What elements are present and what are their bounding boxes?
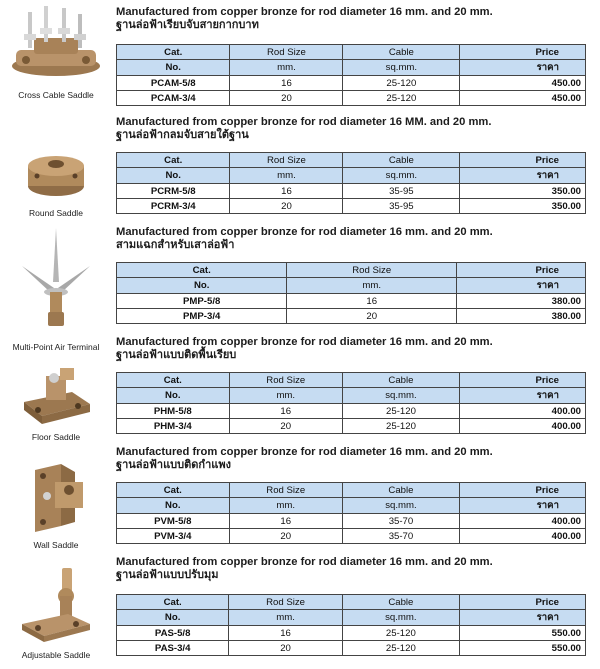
table-subheader-row — [117, 278, 586, 294]
header-cable-unit: sq.mm. — [343, 60, 460, 76]
cat-no: PCAM-3/4 — [117, 91, 230, 106]
price: 450.00 — [460, 76, 586, 91]
wall-saddle-image — [0, 460, 112, 536]
heading-thai: ฐานล่อฟ้าแบบปรับมุม — [116, 569, 219, 581]
table-row — [117, 76, 586, 91]
wall-saddle-caption: Wall Saddle — [33, 540, 79, 550]
cat-no: PMP-5/8 — [117, 294, 287, 309]
cat-no: PHM-5/8 — [117, 404, 230, 419]
header-price: Price — [457, 263, 586, 278]
table-header-row — [117, 595, 586, 610]
table-row — [117, 626, 586, 641]
table-header-row — [117, 373, 586, 388]
price: 400.00 — [459, 419, 585, 434]
table-row — [117, 419, 586, 434]
cable-size: 25-120 — [343, 91, 460, 106]
cat-no: PHM-3/4 — [117, 419, 230, 434]
header-rod-unit: mm. — [229, 498, 342, 514]
table-subheader-row — [117, 60, 586, 76]
header-cable-unit: sq.mm. — [343, 168, 460, 184]
cat-no: PVM-3/4 — [117, 529, 230, 544]
cable-size: 25-120 — [342, 641, 459, 656]
heading-english: Manufactured from copper bronze for rod diameter 16 mm. and 20 mm. — [116, 6, 493, 18]
header-price-thai: ราคา — [460, 60, 586, 76]
price: 350.00 — [460, 184, 586, 199]
rod-size: 16 — [229, 404, 342, 419]
price: 380.00 — [457, 309, 586, 324]
header-price: Price — [460, 45, 586, 60]
cat-no: PCAM-5/8 — [117, 76, 230, 91]
header-cat-sub: No. — [117, 388, 230, 404]
header-price-thai: ราคา — [459, 388, 585, 404]
header-rod-size: Rod Size — [229, 595, 342, 610]
header-cat: Cat. — [117, 373, 230, 388]
header-cable: Cable — [343, 153, 460, 168]
table-subheader-row — [117, 498, 586, 514]
rod-size: 20 — [287, 309, 457, 324]
table-row — [117, 184, 586, 199]
heading-thai: ฐานล่อฟ้าแบบติดกำแพง — [116, 459, 231, 471]
table-header-row — [117, 153, 586, 168]
table-row — [117, 91, 586, 106]
cable-size: 25-120 — [342, 626, 459, 641]
cat-no: PCRM-5/8 — [117, 184, 230, 199]
header-cat: Cat. — [117, 263, 287, 278]
cable-size: 35-70 — [342, 514, 459, 529]
cat-no: PAS-5/8 — [117, 626, 229, 641]
header-rod-size: Rod Size — [229, 483, 342, 498]
table-row — [117, 199, 586, 214]
cable-size: 35-95 — [343, 199, 460, 214]
spec-table-round-saddle — [116, 152, 586, 214]
table-header-row — [117, 483, 586, 498]
header-price-thai: ราคา — [457, 278, 586, 294]
header-cable: Cable — [342, 373, 459, 388]
heading-thai: ฐานล่อฟ้าเรียบจับสายกากบาท — [116, 19, 259, 31]
header-cable-unit: sq.mm. — [342, 388, 459, 404]
adjustable-saddle-caption: Adjustable Saddle — [21, 650, 91, 660]
table-header-row — [117, 45, 586, 60]
header-cat: Cat. — [117, 595, 229, 610]
heading-english: Manufactured from copper bronze for rod diameter 16 mm. and 20 mm. — [116, 446, 493, 458]
header-price: Price — [459, 595, 585, 610]
heading-english: Manufactured from copper bronze for rod diameter 16 mm. and 20 mm. — [116, 556, 493, 568]
header-rod-unit: mm. — [287, 278, 457, 294]
header-price: Price — [460, 483, 586, 498]
floor-saddle-image — [0, 362, 112, 428]
rod-size: 20 — [229, 529, 342, 544]
floor-saddle-caption: Floor Saddle — [31, 432, 81, 442]
spec-table-multi-point-air-terminal — [116, 262, 586, 324]
adjustable-saddle-image — [0, 566, 112, 646]
price: 550.00 — [459, 626, 585, 641]
header-price: Price — [460, 153, 586, 168]
section-heading — [116, 116, 491, 142]
section-heading — [116, 6, 493, 32]
header-cat: Cat. — [117, 153, 230, 168]
header-rod-size: Rod Size — [229, 373, 342, 388]
header-rod-size: Rod Size — [230, 45, 343, 60]
heading-english: Manufactured from copper bronze for rod diameter 16 MM. and 20 mm. — [116, 116, 492, 128]
header-cable: Cable — [342, 483, 459, 498]
rod-size: 16 — [229, 626, 342, 641]
header-cat-sub: No. — [117, 610, 229, 626]
multi-point-air-terminal-caption: Multi-Point Air Terminal — [12, 342, 100, 352]
header-cable: Cable — [342, 595, 459, 610]
price: 380.00 — [457, 294, 586, 309]
header-rod-size: Rod Size — [287, 263, 457, 278]
header-cable-unit: sq.mm. — [342, 498, 459, 514]
header-cat-sub: No. — [117, 60, 230, 76]
table-row — [117, 294, 586, 309]
cat-no: PAS-3/4 — [117, 641, 229, 656]
table-row — [117, 514, 586, 529]
section-heading — [116, 556, 493, 582]
cat-no: PVM-5/8 — [117, 514, 230, 529]
rod-size: 20 — [230, 199, 343, 214]
table-subheader-row — [117, 168, 586, 184]
header-cat: Cat. — [117, 45, 230, 60]
round-saddle-image — [0, 142, 112, 202]
rod-size: 16 — [230, 76, 343, 91]
header-price: Price — [459, 373, 585, 388]
cable-size: 25-120 — [342, 419, 459, 434]
cable-size: 25-120 — [343, 76, 460, 91]
rod-size: 16 — [229, 514, 342, 529]
header-cat-sub: No. — [117, 278, 287, 294]
table-row — [117, 404, 586, 419]
spec-table-adjustable-saddle — [116, 594, 586, 656]
rod-size: 16 — [287, 294, 457, 309]
rod-size: 16 — [230, 184, 343, 199]
spec-table-wall-saddle — [116, 482, 586, 544]
cross-cable-saddle-caption: Cross Cable Saddle — [18, 90, 94, 100]
price: 550.00 — [459, 641, 585, 656]
header-price-thai: ราคา — [459, 610, 585, 626]
table-row — [117, 641, 586, 656]
header-rod-unit: mm. — [230, 60, 343, 76]
heading-thai: ฐานล่อฟ้ากลมจับสายใต้ฐาน — [116, 129, 249, 141]
cat-no: PCRM-3/4 — [117, 199, 230, 214]
price: 450.00 — [460, 91, 586, 106]
heading-english: Manufactured from copper bronze for rod diameter 16 mm. and 20 mm. — [116, 226, 493, 238]
cable-size: 25-120 — [342, 404, 459, 419]
price: 400.00 — [459, 404, 585, 419]
header-cat-sub: No. — [117, 498, 230, 514]
round-saddle-caption: Round Saddle — [29, 208, 83, 218]
multi-point-air-terminal-image — [0, 226, 112, 336]
price: 400.00 — [460, 529, 586, 544]
spec-table-cross-cable-saddle — [116, 44, 586, 106]
table-row — [117, 529, 586, 544]
header-rod-unit: mm. — [229, 610, 342, 626]
price: 400.00 — [460, 514, 586, 529]
table-subheader-row — [117, 610, 586, 626]
spec-table-floor-saddle — [116, 372, 586, 434]
header-price-thai: ราคา — [460, 168, 586, 184]
cat-no: PMP-3/4 — [117, 309, 287, 324]
heading-thai: สามแฉกสำหรับเสาล่อฟ้า — [116, 239, 235, 251]
table-subheader-row — [117, 388, 586, 404]
heading-thai: ฐานล่อฟ้าแบบติดพื้นเรียบ — [116, 349, 237, 361]
section-heading — [116, 336, 493, 362]
rod-size: 20 — [229, 419, 342, 434]
rod-size: 20 — [230, 91, 343, 106]
header-cat-sub: No. — [117, 168, 230, 184]
header-cat: Cat. — [117, 483, 230, 498]
table-row — [117, 309, 586, 324]
rod-size: 20 — [229, 641, 342, 656]
header-price-thai: ราคา — [460, 498, 586, 514]
section-heading — [116, 446, 493, 472]
table-header-row — [117, 263, 586, 278]
header-rod-size: Rod Size — [230, 153, 343, 168]
section-heading — [116, 226, 493, 252]
cable-size: 35-70 — [342, 529, 459, 544]
header-rod-unit: mm. — [229, 388, 342, 404]
header-cable: Cable — [343, 45, 460, 60]
header-rod-unit: mm. — [230, 168, 343, 184]
cable-size: 35-95 — [343, 184, 460, 199]
price: 350.00 — [460, 199, 586, 214]
cross-cable-saddle-image — [0, 4, 112, 84]
heading-english: Manufactured from copper bronze for rod diameter 16 mm. and 20 mm. — [116, 336, 493, 348]
header-cable-unit: sq.mm. — [342, 610, 459, 626]
